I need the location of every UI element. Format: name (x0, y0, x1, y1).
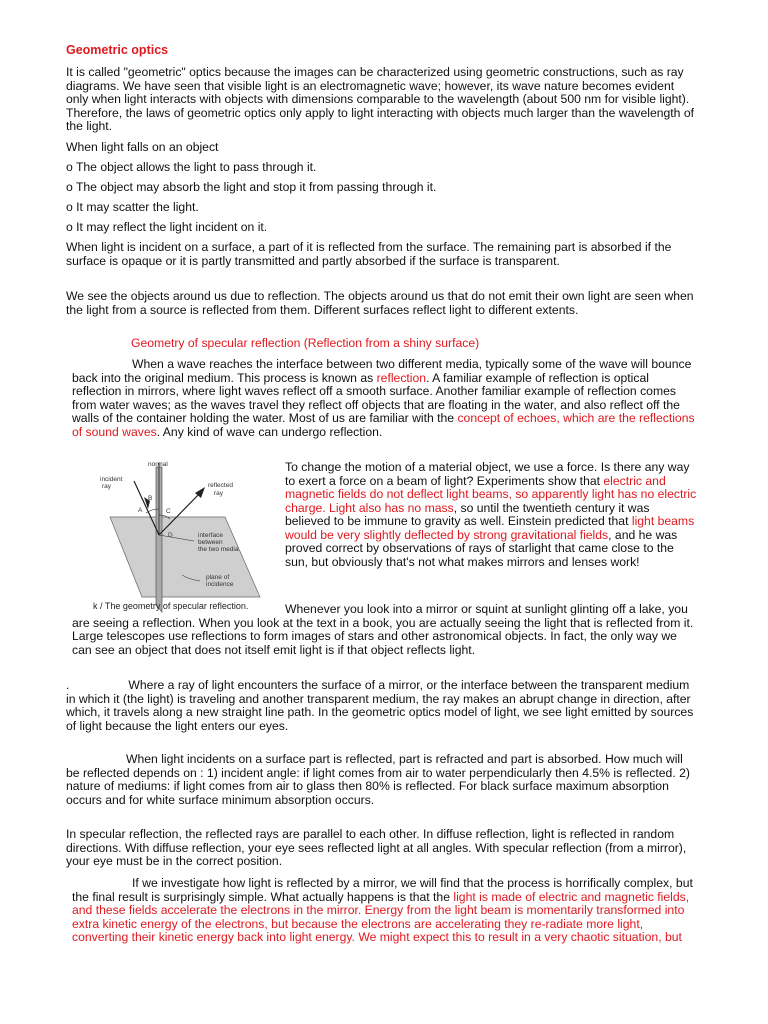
figure-caption: k / The geometry of specular reflection. (93, 601, 249, 611)
label-incidence: incidence (206, 581, 234, 588)
interface-plane (110, 517, 260, 597)
bullet-item: o The object may absorb the light and stop it from passing through it. (66, 180, 437, 194)
label-normal: normal (148, 461, 168, 468)
bullet-item: o It may scatter the light. (66, 200, 199, 214)
label-reflected: reflected (208, 482, 233, 489)
force-paragraph: To change the motion of a material object, we use a force. Is there any way to exert a force on a beam of light? Experiments show that electric and magnetic fields do not deflect light beams, so apparently light has no electric charge. Light also has no mass, so until the twentieth century it was believed to be immune to gravity as well. Einstein predicted that light beams would be very slightly deflected by strong gravitational fields, and he was proved correct by observations of rays of starlight that came close to the sun, but obviously that's not what makes mirrors and lenses work! (285, 460, 697, 569)
wave-paragraph: When a wave reaches the interface between two different media, typically some of the wave will bounce back into the original medium. This process is known as reflection. A familiar example of reflection is optical reflection in mirrors, where light waves reflect off a smooth surface. Another familiar example of reflection comes from water waves; as the waves travel they reflect off objects that are floating in the water, and also reflect off the walls of the container holding the water. Most of us are familiar with the concept of echoes, which are the reflections of sound waves. Any kind of wave can undergo reflection. (72, 357, 695, 439)
specular-paragraph: In specular reflection, the reflected rays are parallel to each other. In diffuse reflection, light is reflected in random directions. With diffuse reflection, your eye sees reflected light at all angles. With specular reflection (from a mirror), your eye must be in the correct position. (66, 827, 687, 868)
label-incident-ray: ray (102, 483, 112, 490)
mirror-paragraph: Whenever you look into a mirror or squint at sunlight glinting off a lake, you are seeing a reflection. When you look at the text in a book, you are actually seeing the light that is reflected from it. Large telescopes use reflections to form images of stars and other astronomical objects. In fact, the only way we can see an object that does not itself emit light is if that object reflects light. (72, 602, 694, 657)
final-paragraph: If we investigate how light is reflected by a mirror, we will find that the process is horrifically complex, but the final result is surprisingly simple. What actually happens is that the light is made of electric and magnetic fields, and these fields accelerate the electrons in the mirror. Energy from the light beam is momentarily transformed into extra kinetic energy of the electrons, but because the electrons are accelerating they re-radiate more light, converting their kinetic energy back into light energy. We might expect this to result in a very chaotic situation, but (72, 876, 693, 944)
label-interface: interface (198, 532, 223, 539)
see-paragraph: We see the objects around us due to reflection. The objects around us that do not emit their own light are seen when the light from a source is reflected from them. Different surfaces reflect light to different extents. (66, 289, 694, 317)
reflection-diagram-svg (90, 457, 272, 622)
bullet-item: o The object allows the light to pass through it. (66, 160, 317, 174)
specular-reflection-diagram (90, 457, 272, 622)
label-plane: plane of (206, 574, 230, 581)
reflection-term: reflection (376, 370, 427, 385)
label-incident: incident (100, 476, 123, 483)
label-d: D (168, 532, 173, 539)
intro-paragraph: It is called "geometric" optics because the images can be characterized using geometric constructions, such as ray diagrams. We have seen that visible light is an electromagnetic wave; however, its wave nature becomes evident only when light interacts with objects with dimensions comparable to the wavelength (about 500 nm for visible light). Therefore, the laws of geometric optics only apply to light interacting with objects much larger than the wavelength of the light. (66, 65, 694, 133)
label-b: B (148, 495, 153, 502)
incidents-paragraph: When light incidents on a surface part is reflected, part is refracted and part is absorbed. How much will be reflected depends on : 1) incident angle: if light comes from air to water perpendicularly then 4.5% is reflected. 2) nature of mediums: if light comes from air to glass then 80% is reflected. For black surface maximum absorption occurs and for white surface minimum absorption occurs. (66, 752, 690, 807)
label-interface-media: the two media (198, 546, 239, 553)
fields-phrase: light is made of electric and magnetic fields, and these fields accelerate the electrons in the mirror. Energy from the light beam is momentarily transformed into extra kinetic energy of the electrons, but because the electrons are accelerating they re-radiate more light, converting their kinetic energy back into light energy. We might expect this to result in a very chaotic situation, but (72, 889, 690, 944)
gravity-phrase: light beams would be very slightly deflected by strong gravitational fields (285, 514, 695, 542)
specular-heading: Geometry of specular reflection (Reflection from a shiny surface) (131, 336, 480, 350)
echo-phrase: concept of echoes, which are the reflections of sound waves (72, 411, 695, 439)
label-reflected-ray: ray (214, 490, 224, 497)
no-charge-phrase: electric and magnetic fields do not deflect light beams, so apparently light has no electric charge. Light also has no mass (285, 473, 697, 515)
label-interface-between: between (198, 539, 223, 546)
label-a: A (138, 507, 143, 514)
page-title: Geometric optics (66, 43, 169, 57)
ray-paragraph: . Where a ray of light encounters the surface of a mirror, or the interface between the transparent medium in which it (the light) is traveling and another transparent medium, the ray makes an abrupt change in direction, after which, it travels along a new straight line path. In the geometric optics model of light, we see light emitted by sources of light because the light enters our eyes. (66, 678, 694, 733)
label-c: C (166, 508, 171, 515)
incident-paragraph: When light is incident on a surface, a part of it is reflected from the surface. The remaining part is absorbed if the surface is opaque or it is partly transmitted and partly absorbed if the surface is transparent. (66, 240, 672, 268)
bullet-item: o It may reflect the light incident on it. (66, 220, 268, 234)
falls-heading: When light falls on an object (66, 140, 219, 154)
